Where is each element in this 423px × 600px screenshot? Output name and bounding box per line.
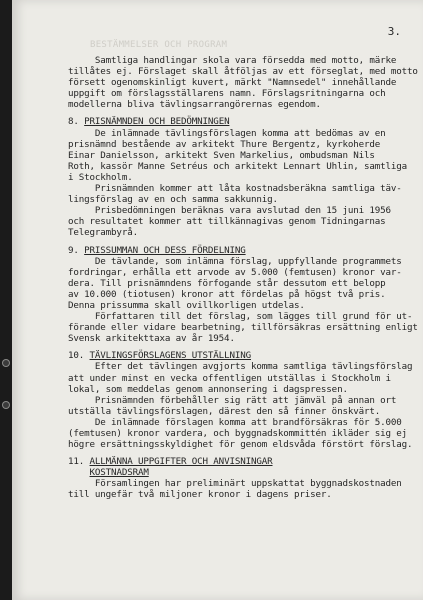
line-text: att under minst en vecka offentligen utställas i Stockholm i <box>68 372 391 384</box>
text-line <box>68 311 413 323</box>
text-line <box>68 150 408 161</box>
line-text: Prisnämnden kommer att låta kostnadsberäkna samtliga täv- <box>68 183 402 195</box>
text-line <box>68 289 408 300</box>
line-text: av 10.000 (tiotusen) kronor att fördelas på högst två pris. <box>68 288 386 300</box>
line-text: modellerna bliva tävlingsarrangörernas egendom. <box>68 99 321 111</box>
text-line <box>68 205 408 216</box>
line-text: Församlingen har preliminärt uppskattat byggnadskostnaden <box>68 478 402 490</box>
section-heading <box>68 456 408 467</box>
heading-title: ALLMÄNNA UPPGIFTER OCH ANVISNINGAR <box>89 456 273 468</box>
line-text: högre ersättningsskyldighet för genom eldsvåda förstört förslag. <box>68 439 413 451</box>
text-line <box>68 99 408 110</box>
line-text: lokal, som meddelas genom annonsering i dagspressen. <box>68 383 348 395</box>
section-heading <box>68 245 408 256</box>
text-line <box>68 300 408 311</box>
text-line <box>68 139 408 150</box>
line-text: 8. <box>68 116 85 128</box>
section-heading <box>68 116 408 127</box>
text-line <box>68 322 418 334</box>
section-heading <box>68 350 408 361</box>
line-text: lingsförslag av en och samma sakkunnig. <box>68 194 278 206</box>
text-line <box>68 227 408 238</box>
line-text: Prisnämnden förbehåller sig rätt att jämväl på annan ort <box>68 394 397 406</box>
text-line <box>68 384 408 395</box>
document-body <box>68 55 418 501</box>
text-line <box>68 88 408 99</box>
faint-header: BESTÄMMELSER OCH PROGRAM <box>90 40 228 50</box>
line-text: De inlämnade förslagen komma att brandförsäkras för 5.000 <box>68 416 402 428</box>
line-text: De inlämnade tävlingsförslagen komma att bedömas av en <box>68 127 386 139</box>
line-text: 9. <box>68 244 85 256</box>
text-line <box>68 428 408 439</box>
text-line <box>68 406 408 417</box>
line-text: till ungefär två miljoner kronor i dagens priser. <box>68 489 332 501</box>
text-line <box>68 489 408 500</box>
text-line <box>68 256 408 267</box>
text-line <box>68 66 418 78</box>
text-line <box>68 478 408 489</box>
punch-hole-mark <box>3 360 9 366</box>
text-line <box>68 395 408 406</box>
line-text: Efter det tävlingen avgjorts komma samtliga tävlingsförslag <box>68 361 413 373</box>
line-text: Prisbedömningen beräknas vara avslutad den 15 juni 1956 <box>68 205 391 217</box>
line-text: förande eller vidare bearbetning, tillförsäkras ersättning enligt <box>68 322 418 334</box>
line-text: prisnämnd bestående av arkitekt Thure Bergentz, kyrkoherde <box>68 138 381 150</box>
line-text: försett ogenomskinligt kuvert, märkt "Namnsedel" innehållande <box>68 77 397 89</box>
text-line <box>68 194 408 205</box>
line-text: 11. <box>68 456 90 468</box>
line-text: Svensk arkitekttaxa av år 1954. <box>68 333 235 345</box>
line-text: (femtusen) kronor vardera, och byggnadskommittén ikläder sig ej <box>68 428 408 439</box>
section-heading <box>68 467 408 478</box>
text-line <box>68 172 408 183</box>
text-line <box>68 278 408 289</box>
text-line <box>68 77 408 88</box>
text-line <box>68 417 408 428</box>
document-page <box>12 0 423 600</box>
line-text: 10. <box>68 350 90 362</box>
text-line <box>68 161 408 172</box>
heading-title: PRISSUMMAN OCH DESS FÖRDELNING <box>84 244 246 256</box>
text-line <box>68 55 408 66</box>
line-text: tillåtes ej. Förslaget skall åtföljas av ett förseglat, med motto <box>68 66 418 78</box>
text-line <box>68 361 413 373</box>
text-line <box>68 373 408 384</box>
page-number: 3. <box>387 25 401 38</box>
line-text: dera. Till prisnämndens förfogande står dessutom ett belopp <box>68 277 386 289</box>
line-text: uppgift om förslagsställarens namn. Förslagsritningarna och <box>68 88 386 100</box>
heading-title: KOSTNADSRAM <box>89 467 149 479</box>
punch-hole-mark <box>3 402 9 408</box>
text-line <box>68 183 408 194</box>
line-text: Samtliga handlingar skola vara försedda med motto, märke <box>68 55 397 66</box>
line-text: Denna prissumma skall ovillkorligen utdelas. <box>68 299 305 311</box>
line-text: Telegrambyrå. <box>68 227 138 239</box>
text-line <box>68 267 408 278</box>
line-text <box>68 467 90 478</box>
line-text: och resultatet kommer att tillkännagivas genom Tidningarnas <box>68 216 386 228</box>
line-text: Författaren till det förslag, som lägges till grund för ut- <box>68 311 413 323</box>
heading-title: TÄVLINGSFÖRSLAGENS UTSTÄLLNING <box>89 350 251 362</box>
text-line <box>68 333 408 344</box>
text-line <box>68 128 408 139</box>
line-text: utställa tävlingsförslagen, därest den så finner önskvärt. <box>68 405 381 417</box>
line-text: Einar Danielsson, arkitekt Sven Markelius, ombudsman Nils <box>68 149 375 161</box>
text-line <box>68 216 408 227</box>
line-text: i Stockholm. <box>68 171 133 183</box>
line-text: Roth, kassör Manne Setréus och arkitekt Lennart Uhlin, samtliga <box>68 160 408 172</box>
text-line <box>68 439 413 451</box>
line-text: De tävlande, som inlämna förslag, uppfyllande programmets <box>68 255 402 267</box>
heading-title: PRISNÄMNDEN OCH BEDÖMNINGEN <box>84 116 230 128</box>
line-text: fordringar, erhålla ett arvode av 5.000 (femtusen) kronor var- <box>68 266 402 278</box>
